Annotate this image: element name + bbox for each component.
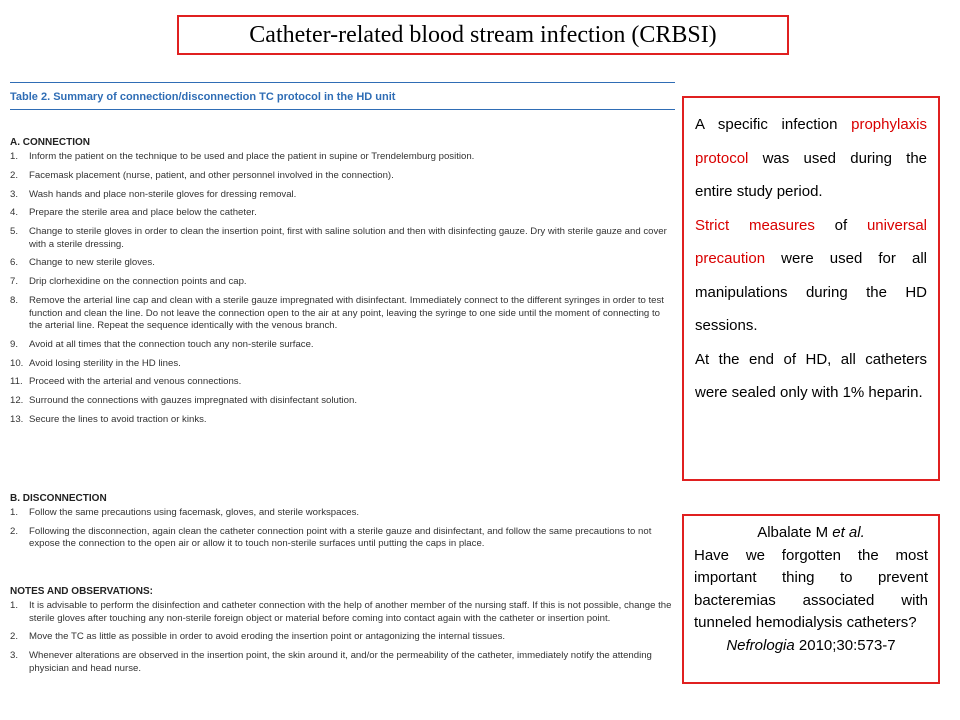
item-text: Drip clorhexidine on the connection points and cap. bbox=[29, 276, 247, 288]
list-item bbox=[10, 414, 675, 427]
item-number: 10. bbox=[10, 357, 24, 369]
section-notes bbox=[10, 583, 675, 681]
item-text: Avoid losing sterility in the HD lines. bbox=[29, 357, 181, 369]
authors-text: Albalate M bbox=[757, 524, 833, 541]
item-text: Whenever alterations are observed in the insertion point, the skin around it, and/or the permeability of the catheter, immediately notify the attending physician and head nurse. bbox=[29, 650, 652, 674]
item-number: 13. bbox=[10, 414, 24, 426]
highlight-text: universal precaution bbox=[695, 216, 927, 267]
highlight-text: prophylaxis protocol bbox=[695, 116, 927, 167]
list-item bbox=[10, 507, 675, 520]
item-text: Wash hands and place non-sterile gloves for dressing removal. bbox=[29, 188, 297, 200]
reference-citation bbox=[694, 635, 928, 658]
item-number: 12. bbox=[10, 395, 24, 407]
item-number: 2. bbox=[10, 631, 19, 643]
item-text: Prepare the sterile area and place below the catheter. bbox=[29, 207, 257, 219]
list-item bbox=[10, 526, 675, 551]
list-item bbox=[10, 170, 675, 183]
item-number: 9. bbox=[10, 338, 19, 350]
list-item bbox=[10, 650, 675, 675]
list-item bbox=[10, 189, 675, 202]
list-item bbox=[10, 395, 675, 408]
item-number: 1. bbox=[10, 151, 19, 162]
text-span: A specific infection bbox=[695, 116, 852, 133]
item-number: 7. bbox=[10, 276, 19, 288]
item-text: It is advisable to perform the disinfection and catheter connection with the help of another member of the nursing staff. If this is not possible, change the sterile gloves after touching any non-sterile foreign object or material before coming into contact again with the catheter or insertion point. bbox=[29, 600, 672, 624]
list-item bbox=[10, 339, 675, 352]
item-text: Remove the arterial line cap and clean with a sterile gauze impregnated with disinfectant. Immediately connect to the different syringes in order to test function and clean the line. Do not leave the connection open to the air at any point, leaving the syringe to one side until the moment of connecting to the arterial line. Repeat the sequence identically with the venous branch. bbox=[29, 295, 664, 332]
section-disconnection bbox=[10, 490, 675, 557]
list-item bbox=[10, 295, 675, 333]
slide-title-box bbox=[177, 15, 789, 55]
item-text: Secure the lines to avoid traction or kinks. bbox=[29, 414, 207, 426]
list-item bbox=[10, 151, 675, 164]
item-text: Facemask placement (nurse, patient, and other personnel involved in the connection). bbox=[29, 169, 394, 181]
list-item bbox=[10, 631, 675, 644]
disconnection-steps-list bbox=[10, 507, 675, 551]
list-item bbox=[10, 207, 675, 220]
item-number: 4. bbox=[10, 207, 19, 219]
summary-paragraph-1 bbox=[695, 108, 927, 209]
table-title: Table 2. Summary of connection/disconnection TC protocol in the HD unit bbox=[10, 91, 396, 103]
text-span: were used for all manipulations during the HD sessions. bbox=[695, 250, 927, 334]
table-top-rule bbox=[10, 82, 675, 83]
item-text: Change to new sterile gloves. bbox=[29, 257, 155, 269]
section-heading: B. DISCONNECTION bbox=[10, 493, 107, 504]
item-number: 8. bbox=[10, 295, 19, 307]
highlight-text: Strict measures bbox=[695, 216, 815, 234]
reference-title: Have we forgotten the most important thing to prevent bacteremias associated with tunneled hemodialysis catheters? bbox=[694, 546, 928, 631]
item-text: Inform the patient on the technique to be used and place the patient in supine or Trendelemburg position. bbox=[29, 151, 475, 162]
item-number: 5. bbox=[10, 226, 19, 238]
etal-text: et al. bbox=[832, 524, 865, 541]
list-item bbox=[10, 376, 675, 389]
item-text: Surround the connections with gauzes impregnated with disinfectant solution. bbox=[29, 395, 357, 407]
item-text: Follow the same precautions using facemask, gloves, and sterile workspaces. bbox=[29, 507, 360, 518]
summary-paragraph-3: At the end of HD, all catheters were sealed only with 1% heparin. bbox=[695, 350, 927, 401]
reference-authors bbox=[694, 522, 928, 545]
list-item bbox=[10, 600, 675, 625]
item-number: 1. bbox=[10, 600, 19, 611]
summary-text-box bbox=[682, 96, 940, 481]
item-text: Change to sterile gloves in order to clean the insertion point, first with saline solution and then with disinfecting gauze. Dry with sterile gauze and cover with a sterile dressing. bbox=[29, 226, 667, 250]
item-number: 3. bbox=[10, 188, 19, 200]
list-item bbox=[10, 226, 675, 251]
connection-steps-list bbox=[10, 151, 675, 427]
item-number: 2. bbox=[10, 525, 19, 537]
list-item bbox=[10, 358, 675, 371]
item-number: 11. bbox=[10, 376, 23, 388]
item-number: 2. bbox=[10, 169, 19, 181]
text-span: was used during the entire study period. bbox=[695, 149, 927, 200]
summary-paragraph-2 bbox=[695, 209, 927, 343]
item-text: Following the disconnection, again clean the catheter connection point with a sterile gauze and disinfectant, and follow the same precautions to not expose the connection to the open air or allow it to touch non-sterile surfaces until putting the caps in place. bbox=[29, 525, 652, 550]
protocol-table-header bbox=[10, 82, 675, 110]
section-heading: A. CONNECTION bbox=[10, 137, 90, 148]
slide-title: Catheter-related blood stream infection (CRBSI) bbox=[249, 21, 717, 48]
journal-name: Nefrologia bbox=[726, 636, 795, 654]
list-item bbox=[10, 257, 675, 270]
text-span: of bbox=[814, 216, 867, 234]
item-text: Proceed with the arterial and venous connections. bbox=[29, 376, 242, 388]
reference-box bbox=[682, 514, 940, 684]
item-number: 1. bbox=[10, 507, 19, 518]
section-connection bbox=[10, 134, 675, 433]
citation-text: 2010;30:573-7 bbox=[794, 636, 896, 654]
section-heading: NOTES AND OBSERVATIONS: bbox=[10, 586, 153, 597]
list-item bbox=[10, 276, 675, 289]
item-text: Avoid at all times that the connection touch any non-sterile surface. bbox=[29, 338, 314, 350]
table-bottom-rule bbox=[10, 109, 675, 110]
item-number: 3. bbox=[10, 650, 19, 662]
item-number: 6. bbox=[10, 257, 19, 269]
item-text: Move the TC as little as possible in order to avoid eroding the insertion point or antagonizing the internal tissues. bbox=[29, 631, 506, 643]
notes-list bbox=[10, 600, 675, 675]
